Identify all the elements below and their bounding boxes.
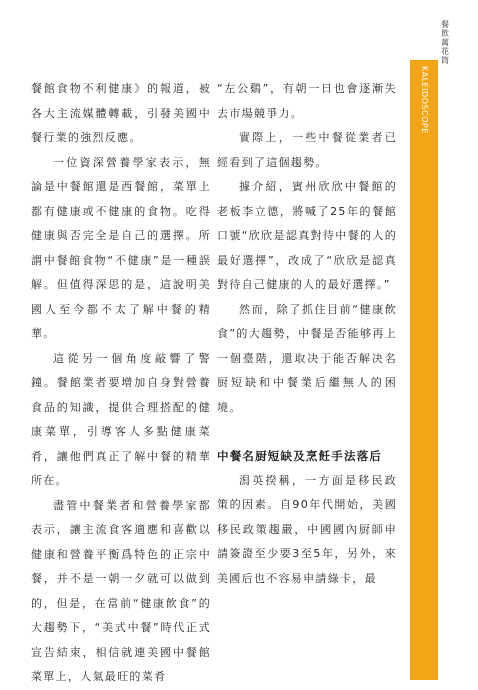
brand-label: KALEIDOSCOPE: [420, 66, 429, 134]
section-heading: 中餐名厨短缺及烹飪手法落后: [217, 449, 383, 463]
paragraph: 盡管中餐業者和營養學家都表示，讓主流食客適應和喜歡以健康和營養平衡爲特色的正宗中餐，并不是一朝一夕就可以做到的，但是，在當前“健康飲食”的大趨勢下，“美式中餐”時代正式宣告結束，相信就連美國中餐館菜單上，人氣最旺的菜肴: [31, 498, 211, 683]
paragraph: 餐館食物不利健康》的報道，被各大主流媒體轉載，引發美國中餐行業的強烈反應。: [31, 82, 211, 144]
article-column-right: [217, 77, 397, 591]
paragraph: 一位資深營養學家表示，無論是中餐館還是西餐館，菜單上都有健康或不健康的食物。吃得健康與否完全是自己的選擇。所謂中餐館食物“不健康”是一種誤解。但值得深思的是，這說明美國人至今都不太了解中餐的精華。: [31, 155, 211, 340]
paragraph: “左公鷄”，有朝一日也會逐漸失去市場競爭力。: [217, 82, 397, 120]
paragraph: 然而，除了抓住目前“健康飲食”的大趨勢，中餐是否能够再上一個臺階，還取决于能否解决名厨短缺和中餐業后繼無人的困境。: [217, 302, 397, 414]
paragraph: 據介紹，賓州欣欣中餐館的老板李立德，將喊了25年的餐館口號“欣欣是認真對待中餐的人的最好選擇”，改成了“欣欣是認真對待自己健康的人的最好選擇。”: [217, 180, 397, 291]
paragraph: 這從另一個角度敲響了警鐘。餐館業者要增加自身對營養食品的知識，提供合理搭配的健康菜單，引導客人多點健康菜肴，讓他們真正了解中餐的精華所在。: [31, 351, 211, 487]
paragraph: 潟英揆稱，一方面是移民政策的因素。自90年代開始，美國移民政策趨嚴，中國國內厨師申請簽證至少要3至5年，另外，來美國后也不容易申請綠卡，最: [217, 473, 397, 585]
paragraph: 實際上，一些中餐從業者已經看到了這個趨勢。: [217, 131, 397, 169]
sidebar-accent-bar: [410, 60, 438, 680]
section-title: 餐飲萬花筒: [441, 20, 449, 65]
article-column-left: [31, 77, 211, 690]
